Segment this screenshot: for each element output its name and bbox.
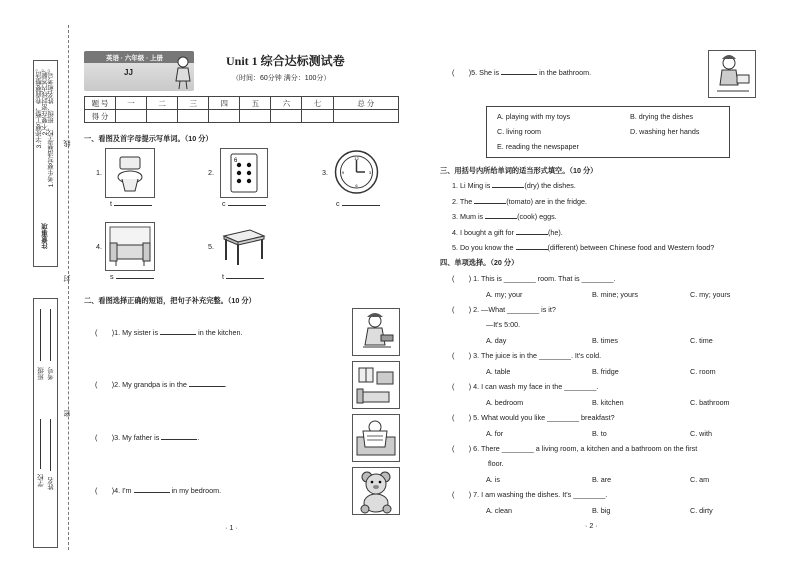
s4-q5-opt-a[interactable]: A. for: [486, 429, 504, 438]
section2-heading: 二、看图选择正确的短语，把句子补充完整。（10 分）: [84, 296, 256, 305]
table-icon: [220, 222, 266, 269]
s4-q1: ( ) 1. This is ________ room. That is ________.: [452, 274, 616, 283]
s2-q2: ( )2. My grandpa is in the .: [95, 380, 227, 389]
s4-q6-opt-a[interactable]: A. is: [486, 475, 500, 484]
answer-paren[interactable]: ( ): [452, 274, 472, 283]
section4-heading: 四、单项选择。（20 分）: [440, 258, 519, 267]
score-table: [84, 96, 399, 123]
s4-q6-opt-c[interactable]: C. am: [690, 475, 710, 484]
s4-q2-line2: —It's 5:00.: [486, 320, 521, 329]
s4-q4-opt-a[interactable]: A. bedroom: [486, 398, 524, 407]
banner-text: 英语 · 六年级 · 上册: [106, 55, 164, 62]
col-2: 二: [147, 97, 178, 110]
notice-box: [33, 60, 58, 267]
svg-text:6: 6: [355, 183, 358, 188]
score-cell[interactable]: [209, 110, 240, 123]
sofa-icon: [105, 222, 155, 271]
field-exam-number-line[interactable]: [50, 309, 51, 361]
s4-q7: ( ) 7. I am washing the dishes. It's ________.: [452, 490, 608, 499]
svg-text:3: 3: [368, 170, 372, 175]
exam-subtitle: （时间：60分钟 满分：100分）: [232, 75, 331, 82]
answer-paren[interactable]: ( ): [452, 305, 472, 314]
playing-card-icon: [220, 148, 268, 198]
notice-line-2: 2.不要在密封线内答题。: [42, 65, 49, 136]
s2-q4: ( )4. I'm in my bedroom.: [95, 486, 222, 495]
answer-paren[interactable]: ( ): [95, 486, 115, 495]
s2-q3: ( )3. My father is .: [95, 433, 200, 442]
s4-q6-line2: floor.: [488, 459, 504, 468]
s3-q1-blank[interactable]: [492, 187, 524, 188]
s4-q2: ( ) 2. —What ________ is it?: [452, 305, 556, 314]
score-cell[interactable]: [333, 110, 398, 123]
notice-line-3: 3.字迹要工整，卷面要整洁。: [36, 65, 43, 149]
s4-q3-opt-a[interactable]: A. table: [486, 367, 511, 376]
clock-icon: [333, 148, 380, 196]
option-a: A. playing with my toys: [497, 112, 571, 121]
answer-paren[interactable]: ( ): [95, 328, 115, 337]
section3-heading: 三、用括号内所给单词的适当形式填空。（10 分）: [440, 166, 598, 175]
option-c: C. living room: [497, 127, 541, 136]
s4-q1-opt-b[interactable]: B. mine; yours: [592, 290, 638, 299]
s1-item3-number: 3.: [322, 168, 328, 177]
s1-item4-number: 4.: [96, 242, 102, 251]
seal-word-seal: 封: [64, 275, 71, 282]
score-cell[interactable]: [240, 110, 271, 123]
answer-paren[interactable]: ( ): [452, 490, 472, 499]
svg-text:9: 9: [341, 170, 345, 175]
answer-paren[interactable]: ( ): [452, 351, 472, 360]
score-cell[interactable]: [302, 110, 333, 123]
s4-q6-opt-b[interactable]: B. are: [592, 475, 612, 484]
s1-item2-answer[interactable]: [222, 199, 266, 208]
s4-q2-opt-b[interactable]: B. times: [592, 336, 618, 345]
toilet-icon: [105, 148, 155, 198]
s1-item5-number: 5.: [208, 242, 214, 251]
s4-q4: ( ) 4. I can wash my face in the ________.: [452, 382, 599, 391]
s1-item3-answer[interactable]: [336, 199, 380, 208]
s2-q5: ( )5. She is in the bathroom.: [452, 68, 592, 77]
s1-item1-answer[interactable]: [110, 199, 152, 208]
s4-q1-opt-c[interactable]: C. my; yours: [690, 290, 731, 299]
teddy-bear-icon: [352, 467, 400, 515]
field-school: 学校: [38, 474, 45, 487]
s4-q4-opt-b[interactable]: B. kitchen: [592, 398, 624, 407]
col-4: 四: [209, 97, 240, 110]
svg-text:6: 6: [234, 158, 238, 164]
col-5: 五: [240, 97, 271, 110]
page-number-left: · 1 ·: [225, 523, 238, 532]
score-table-score-row: [85, 110, 399, 123]
living-room-icon: [352, 361, 400, 409]
s4-q7-opt-b[interactable]: B. big: [592, 506, 611, 515]
field-class-line[interactable]: [40, 309, 41, 361]
score-cell[interactable]: [147, 110, 178, 123]
kid-mascot-icon: [172, 53, 194, 91]
field-name: 姓名: [48, 477, 55, 490]
s3-q4: 4. I bought a gift for (he).: [452, 228, 563, 237]
s4-q7-opt-a[interactable]: A. clean: [486, 506, 512, 515]
notice-label: 注意事项: [42, 223, 49, 249]
col-total: 总 分: [333, 97, 398, 110]
s4-q1-opt-a[interactable]: A. my; your: [486, 290, 523, 299]
notice-line-1: 1.考生要写清楚学校、班级、姓名和考号。: [48, 65, 55, 188]
s3-q5-blank[interactable]: [516, 249, 548, 250]
s4-q3: ( ) 3. The juice is in the ________. It's cold.: [452, 351, 602, 360]
option-e: E. reading the newspaper: [497, 142, 579, 151]
s4-q2-opt-a[interactable]: A. day: [486, 336, 507, 345]
s4-q5: ( ) 5. What would you like ________ breakfast?: [452, 413, 615, 422]
svg-text:12: 12: [354, 156, 359, 161]
s1-item2-number: 2.: [208, 168, 214, 177]
s2-q1: ( )1. My sister is in the kitchen.: [95, 328, 243, 337]
answer-paren[interactable]: ( ): [452, 413, 472, 422]
s4-q6: ( ) 6. There ________ a living room, a kitchen and a bathroom on the first: [452, 444, 698, 453]
s4-q7-opt-c[interactable]: C. dirty: [690, 506, 713, 515]
score-cell[interactable]: [178, 110, 209, 123]
col-3: 三: [178, 97, 209, 110]
s3-q3-blank[interactable]: [485, 218, 517, 219]
answer-paren[interactable]: ( ): [95, 433, 115, 442]
col-6: 六: [271, 97, 302, 110]
field-class: 班级: [38, 367, 45, 380]
answer-paren[interactable]: ( ): [452, 382, 472, 391]
s3-q5: 5. Do you know the (different) between Chinese food and Western food?: [452, 243, 715, 252]
answer-paren[interactable]: ( ): [452, 444, 472, 453]
option-d: D. washing her hands: [630, 127, 700, 136]
s1-item4-answer[interactable]: [110, 272, 154, 281]
girl-washing-icon: [708, 50, 756, 98]
seal-word-secret: 密: [64, 410, 71, 417]
answer-paren[interactable]: ( ): [452, 68, 472, 77]
s1-item5-answer[interactable]: [222, 272, 264, 281]
s3-q3: 3. Mum is (cook) eggs.: [452, 212, 557, 221]
s1-item1-number: 1.: [96, 168, 102, 177]
s1-item1-letter: t: [110, 199, 112, 208]
s1-item3-letter: c: [336, 199, 340, 208]
s4-q3-opt-b[interactable]: B. fridge: [592, 367, 619, 376]
s4-q5-opt-c[interactable]: C. with: [690, 429, 712, 438]
score-cell[interactable]: [271, 110, 302, 123]
row-header-number: 题 号: [85, 97, 116, 110]
student-info-box: [33, 298, 58, 548]
seal-line: [68, 25, 69, 550]
page-number-right: · 2 ·: [585, 521, 598, 530]
girl-cooking-icon: [352, 308, 400, 356]
man-reading-icon: [352, 414, 400, 462]
seal-word-line: 线: [64, 140, 71, 147]
s3-q1: 1. Li Ming is (dry) the dishes.: [452, 181, 576, 190]
col-7: 七: [302, 97, 333, 110]
col-1: 一: [116, 97, 147, 110]
s4-q5-opt-b[interactable]: B. to: [592, 429, 607, 438]
field-name-line[interactable]: [50, 419, 51, 471]
s4-q4-opt-c[interactable]: C. bathroom: [690, 398, 730, 407]
section1-heading: 一、看图及首字母提示写单词。（10 分）: [84, 134, 213, 143]
answer-paren[interactable]: ( ): [95, 380, 115, 389]
s3-q4-blank[interactable]: [516, 234, 548, 235]
exam-title: Unit 1 综合达标测试卷: [226, 54, 345, 68]
s3-q2-blank[interactable]: [474, 203, 506, 204]
s1-item4-letter: s: [110, 272, 114, 281]
s3-q2: 2. The (tomato) are in the fridge.: [452, 197, 587, 206]
score-cell[interactable]: [116, 110, 147, 123]
edition-label: JJ: [124, 68, 133, 77]
s1-item2-letter: c: [222, 199, 226, 208]
phrase-options-box: [486, 106, 730, 158]
subject-banner: [84, 51, 194, 91]
s4-q3-opt-c[interactable]: C. room: [690, 367, 716, 376]
score-table-header-row: [85, 97, 399, 110]
row-header-score: 得 分: [85, 110, 116, 123]
field-school-line[interactable]: [40, 419, 41, 469]
option-b: B. drying the dishes: [630, 112, 694, 121]
field-exam-number: 考号: [48, 367, 55, 380]
s4-q2-opt-c[interactable]: C. time: [690, 336, 713, 345]
s1-item5-letter: t: [222, 272, 224, 281]
